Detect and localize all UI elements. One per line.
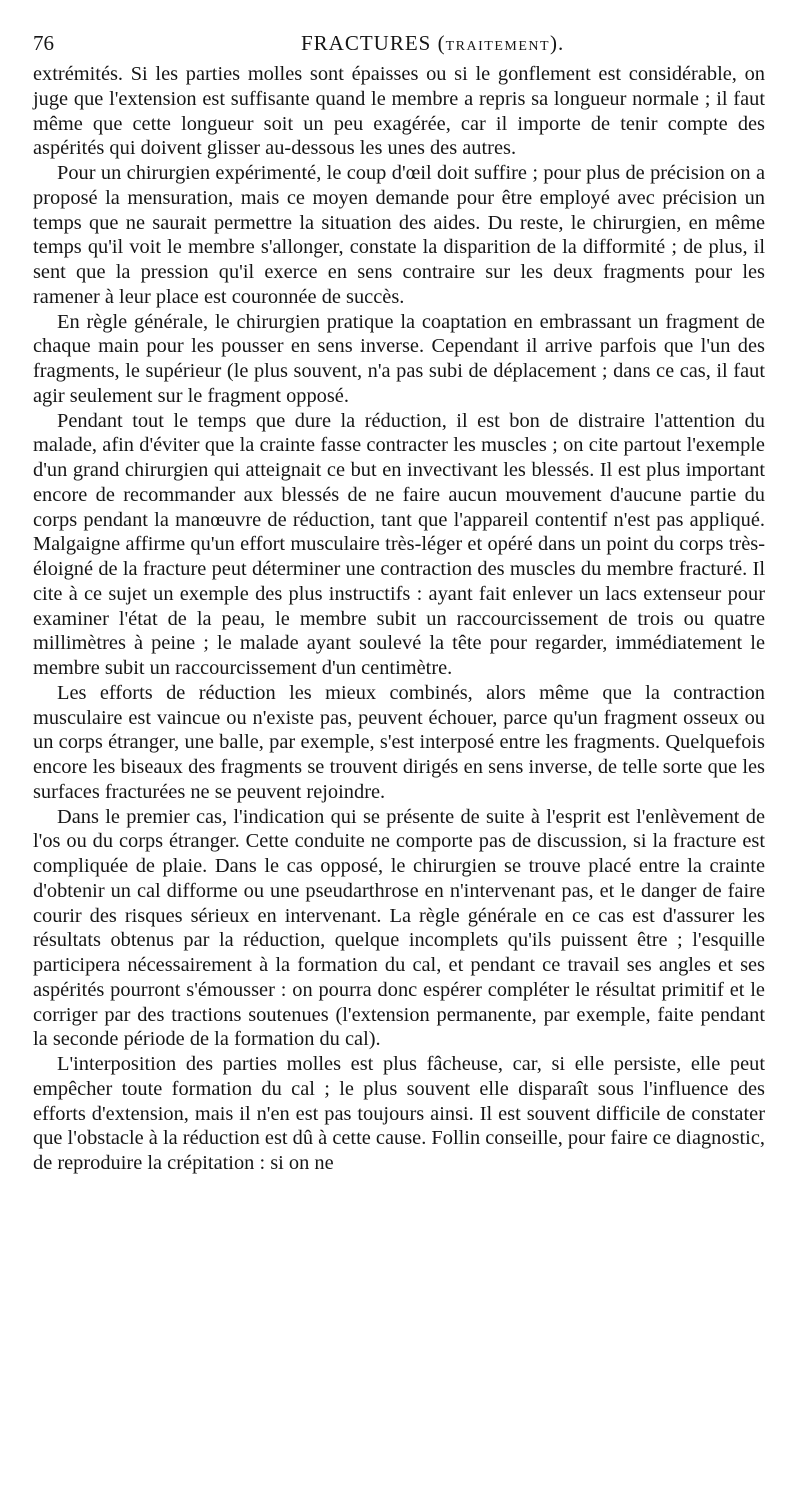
running-head-title: FRACTURES ( bbox=[301, 31, 446, 55]
paragraph: Dans le premier cas, l'indication qui se présente de suite à l'esprit est l'enlèvement de l'os ou du corps étranger. Cette conduite ne comporte pas de discussion, si la fracture est compliquée de plaie. Dans le cas opposé, le chirurgien se trouve placé entre la crainte d'obtenir un cal difforme ou une pseudarthrose en n'intervenant pas, et le danger de faire courir des risques sérieux en intervenant. La règle générale en ce cas est d'assurer les résultats obtenus par la réduction, quelque incomplets qu'ils puissent être ; l'esquille participera nécessairement à la formation du cal, et pendant ce travail ses angles et ses aspérités pourront s'émousser : on pourra donc espérer compléter le résultat primitif et le corriger par des tractions soutenues (l'extension permanente, par exemple, faite pendant la seconde période de la formation du cal). bbox=[33, 805, 765, 1051]
running-head-end: ). bbox=[550, 31, 565, 55]
running-head-subtitle: TRAITEMENT bbox=[445, 39, 551, 54]
paragraph-continued: extrémités. Si les parties molles sont épaisses ou si le gonflement est considérable, on juge que l'extension est suffisante quand le membre a repris sa longueur normale ; il faut même que cette longueur soit un peu exagérée, car il importe de tenir compte des aspérités qui doivent glisser au-dessous les unes des autres. bbox=[33, 63, 765, 160]
running-head bbox=[301, 30, 564, 60]
paragraph: Pour un chirurgien expérimenté, le coup d'œil doit suffire ; pour plus de précision on a proposé la mensuration, mais ce moyen demande pour être employé avec précision un temps que ne saurait permettre la situation des aides. Du reste, le chirurgien, en même temps qu'il voit le membre s'allonger, constate la disparition de la difformité ; de plus, il sent que la pression qu'il exerce en sens contraire sur les deux fragments pour les ramener à leur place est couronnée de succès. bbox=[33, 162, 765, 308]
paragraph: En règle générale, le chirurgien pratique la coaptation en embrassant un fragment de chaque main pour les pousser en sens inverse. Cependant il arrive parfois que l'un des fragments, le supérieur (le plus souvent, n'a pas subi de déplacement ; dans ce cas, il faut agir seulement sur le fragment opposé. bbox=[33, 310, 765, 407]
page-header bbox=[33, 30, 768, 56]
paragraph: L'interposition des parties molles est plus fâcheuse, car, si elle persiste, elle peut empêcher toute formation du cal ; le plus souvent elle disparaît sous l'influence des efforts d'extension, mais il n'en est pas toujours ainsi. Il est souvent difficile de constater que l'obstacle à la réduction est dû à cette cause. Follin conseille, pour faire ce diagnostic, de reproduire la crépitation : si on ne bbox=[33, 1053, 765, 1174]
paragraph: Pendant tout le temps que dure la réduction, il est bon de distraire l'attention du malade, afin d'éviter que la crainte fasse contracter les muscles ; on cite partout l'exemple d'un grand chirurgien qui atteignait ce but en invectivant les blessés. Il est plus important encore de recommander aux blessés de ne faire aucun mouvement d'aucune partie du corps pendant la manœuvre de réduction, tant que l'appareil contentif n'est pas appliqué. Malgaigne affirme qu'un effort musculaire très-léger et opéré dans un point du corps très-éloigné de la fracture peut déterminer une contraction des muscles du membre fracturé. Il cite à ce sujet un exemple des plus instructifs : ayant fait enlever un lacs extenseur pour examiner l'état de la peau, le membre subit un raccourcissement de trois ou quatre millimètres à peine ; le malade ayant soulevé la tête pour regarder, immédiatement le membre subit un raccourcissement d'un centimètre. bbox=[33, 409, 765, 679]
body-text bbox=[33, 62, 765, 1176]
paragraph: Les efforts de réduction les mieux combinés, alors même que la contraction musculaire est vaincue ou n'existe pas, peuvent échouer, parce qu'un fragment osseux ou un corps étranger, une balle, par exemple, s'est interposé entre les fragments. Quelquefois encore les biseaux des fragments se trouvent dirigés en sens inverse, de telle sorte que les surfaces fracturées ne se peuvent rejoindre. bbox=[33, 681, 765, 803]
page-number: 76 bbox=[33, 31, 54, 55]
